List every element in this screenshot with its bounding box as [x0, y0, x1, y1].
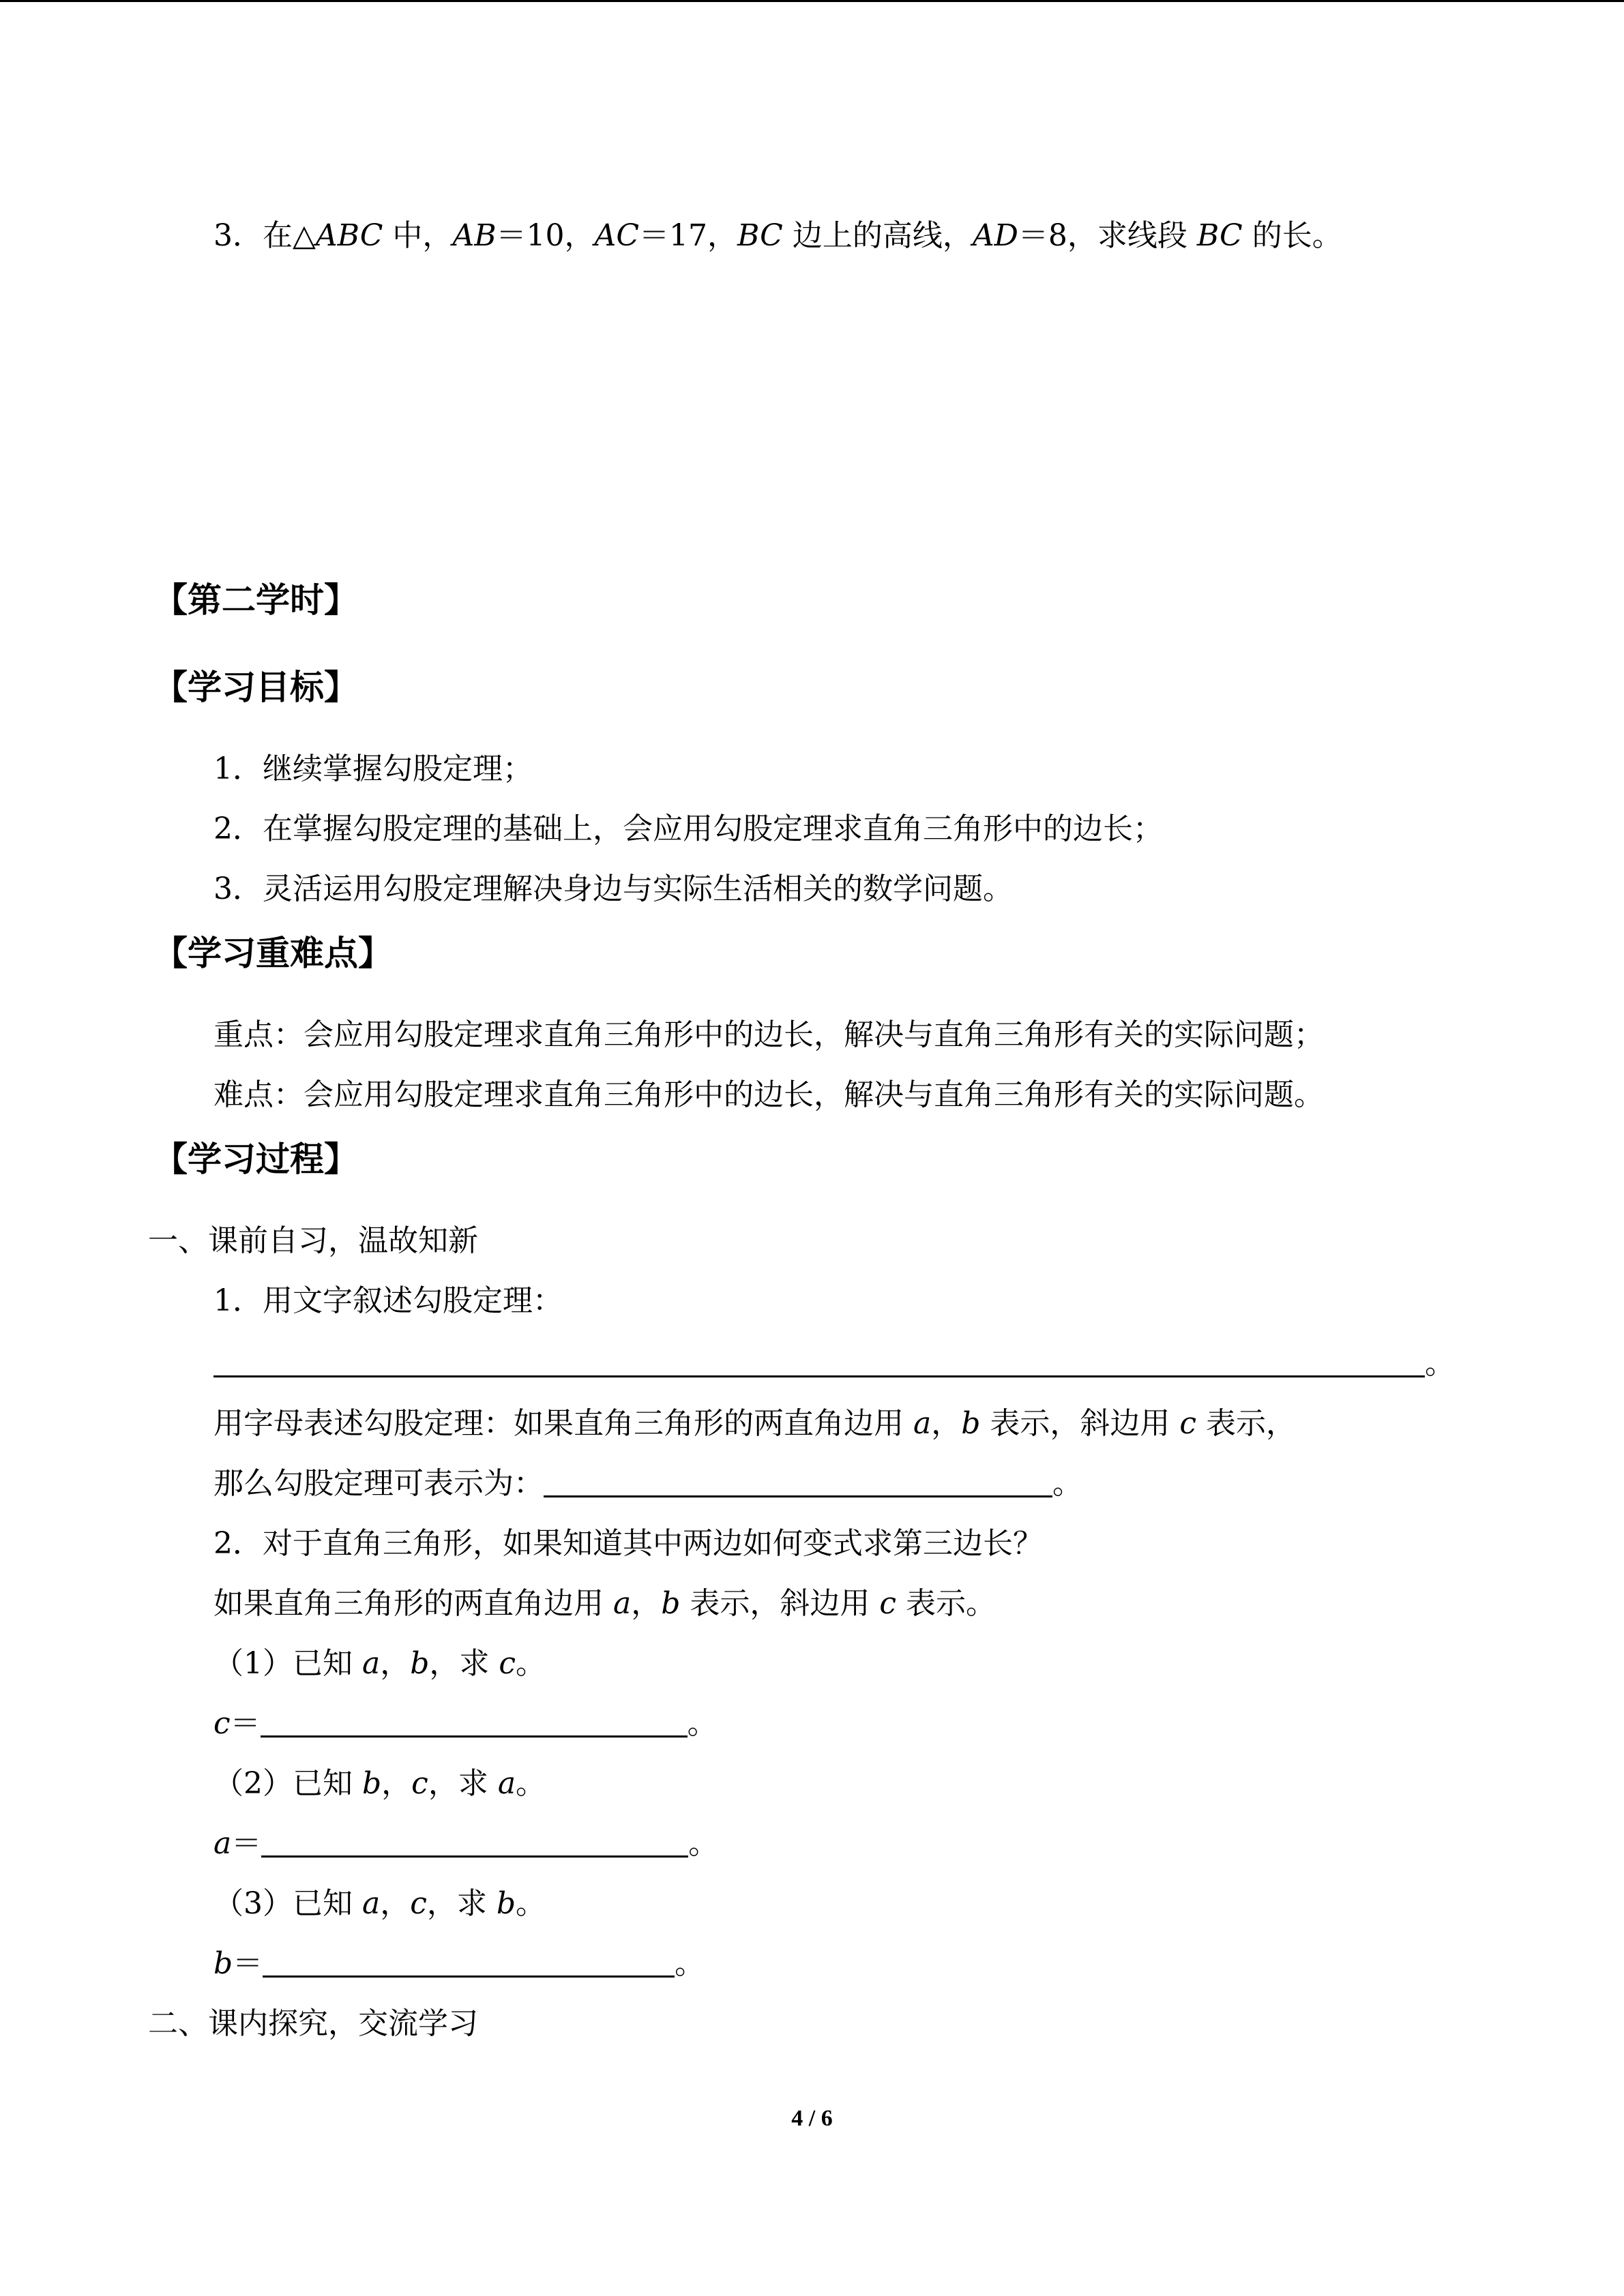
heading-key-points: 【学习重难点】 [153, 934, 392, 973]
objective-item: 3．灵活运用勾股定理解决身边与实际生活相关的数学问题。 [213, 871, 1013, 906]
answer-3: b＝ 。 [213, 1946, 705, 1981]
section-2-title: 二、课内探究，交流学习 [148, 2006, 478, 2041]
sub-question-1: （1）已知 a，b，求 c。 [213, 1646, 546, 1681]
problem-3: 3．在△ABC 中，AB＝10，AC＝17，BC 边上的高线，AD＝8，求线段 BC 的长。 [213, 218, 1342, 253]
objective-item: 1．继续掌握勾股定理； [213, 751, 533, 786]
heading-process: 【学习过程】 [153, 1139, 358, 1179]
answer-1: c＝ 。 [213, 1706, 718, 1741]
heading-objectives: 【学习目标】 [153, 668, 358, 707]
blank-line[interactable] [261, 1825, 688, 1858]
key-point-difficulty: 难点：会应用勾股定理求直角三角形中的边长，解决与直角三角形有关的实际问题。 [213, 1077, 1324, 1112]
sub-question-3: （3）已知 a，c，求 b。 [213, 1886, 546, 1921]
sub-question-2: （2）已知 b，c，求 a。 [213, 1766, 546, 1801]
blank-line[interactable] [213, 1345, 1425, 1377]
objective-item: 2．在掌握勾股定理的基础上，会应用勾股定理求直角三角形中的边长； [213, 811, 1163, 846]
blank-line[interactable] [544, 1465, 1052, 1497]
blank-line[interactable] [261, 1705, 688, 1738]
page-number: 4 / 6 [791, 2106, 833, 2131]
section-1-title: 一、课前自习，温故知新 [148, 1223, 478, 1258]
answer-line-theorem-text: 。 [213, 1343, 1455, 1384]
expression-line: 那么勾股定理可表示为： 。 [213, 1466, 1082, 1501]
legs-statement: 如果直角三角形的两直角边用 a，b 表示，斜边用 c 表示。 [213, 1586, 996, 1621]
answer-2: a＝ 。 [213, 1826, 719, 1861]
letters-statement: 用字母表述勾股定理：如果直角三角形的两直角边用 a，b 表示，斜边用 c 表示， [213, 1406, 1297, 1441]
top-border-line [0, 0, 1624, 2]
key-point-focus: 重点：会应用勾股定理求直角三角形中的边长，解决与直角三角形有关的实际问题； [213, 1017, 1324, 1052]
question-1: 1．用文字叙述勾股定理： [213, 1283, 563, 1318]
heading-second-lesson: 【第二学时】 [153, 580, 358, 620]
question-2: 2．对于直角三角形，如果知道其中两边如何变式求第三边长？ [213, 1526, 1043, 1561]
blank-line[interactable] [263, 1945, 675, 1978]
